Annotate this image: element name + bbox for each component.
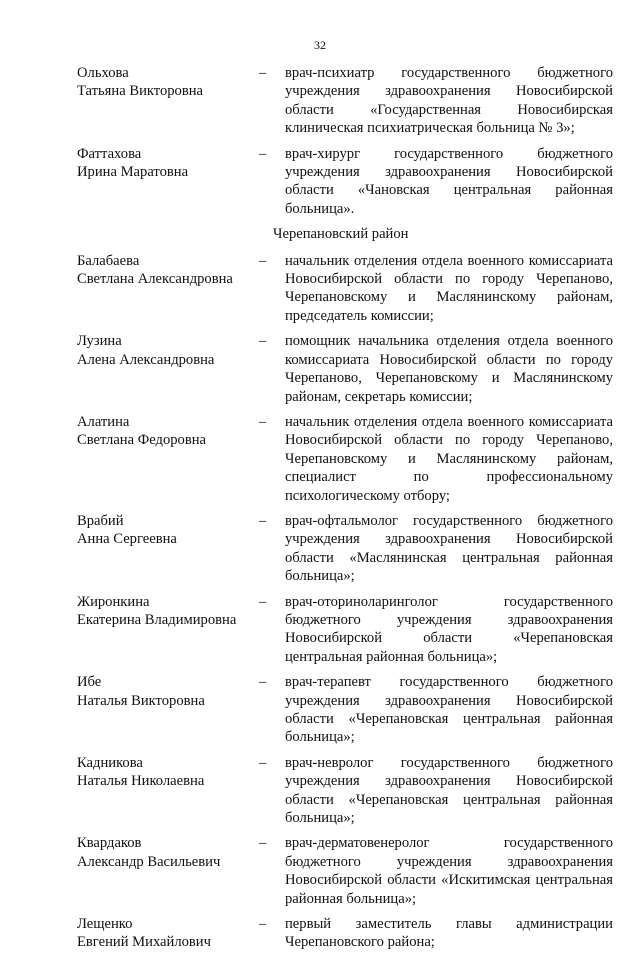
person-position: начальник отделения отдела военного комиссариата Новосибирской области по городу Черепаново, Черепановскому и Маслянинскому районам, специалист по профессиональному психологическому отбору; <box>285 413 613 504</box>
person-surname: Балабаева <box>77 252 140 269</box>
person-name <box>77 413 259 505</box>
person-surname: Алатина <box>77 413 130 430</box>
section-title: Черепановский район <box>273 226 409 243</box>
page-number: 32 <box>314 38 326 52</box>
person-name <box>77 252 259 326</box>
person-position: врач-дерматовенеролог государственного бюджетного учреждения здравоохранения Новосибирской области «Искитимская центральная районная больница»; <box>285 835 613 907</box>
dash-separator: – <box>259 413 267 430</box>
dash-separator: – <box>259 65 267 81</box>
document-body <box>77 64 613 959</box>
dash-separator: – <box>259 754 267 771</box>
person-position: врач-хирург государственного бюджетного учреждения здравоохранения Новосибирской области «Чановская центральная районная больница». <box>285 145 613 217</box>
person-given-names: Наталья Николаевна <box>77 773 205 790</box>
list-item <box>77 252 613 326</box>
person-position: врач-оториноларинголог государственного бюджетного учреждения здравоохранения Новосибирской области «Черепановская центральная районная больница»; <box>285 593 613 665</box>
person-position: первый заместитель главы администрации Черепановского района; <box>285 916 613 951</box>
person-given-names: Светлана Федоровна <box>77 432 207 449</box>
person-name <box>77 834 259 908</box>
dash-separator: – <box>259 674 267 691</box>
person-given-names: Наталья Викторовна <box>77 692 205 709</box>
dash-separator: – <box>259 593 267 610</box>
dash-separator: – <box>259 145 267 162</box>
person-name <box>77 593 259 667</box>
list-item <box>77 673 613 747</box>
person-surname: Лузина <box>77 333 122 350</box>
person-name <box>77 64 259 138</box>
person-position: помощник начальника отделения отдела военного комиссариата Новосибирской области по городу Черепаново, Черепановскому и Маслянинскому районам, секретарь комиссии; <box>285 333 613 405</box>
person-name <box>77 915 259 952</box>
list-item <box>77 413 613 505</box>
person-given-names: Светлана Александровна <box>77 271 233 288</box>
list-item <box>77 915 613 952</box>
dash-separator: – <box>259 835 267 852</box>
person-given-names: Анна Сергеевна <box>77 531 177 548</box>
person-given-names: Александр Васильевич <box>77 853 221 870</box>
person-surname: Лещенко <box>77 916 133 933</box>
list-item <box>77 754 613 828</box>
person-name <box>77 754 259 828</box>
person-name <box>77 145 259 219</box>
person-surname: Фаттахова <box>77 145 142 162</box>
list-item <box>77 145 613 219</box>
dash-separator: – <box>259 252 267 269</box>
person-position: начальник отделения отдела военного комиссариата Новосибирской области по городу Черепаново, Черепановскому и Маслянинскому районам, председатель комиссии; <box>285 252 613 324</box>
person-name <box>77 512 259 586</box>
person-given-names: Алена Александровна <box>77 351 215 368</box>
person-name <box>77 332 259 406</box>
dash-separator: – <box>259 916 267 933</box>
person-surname: Врабий <box>77 512 124 529</box>
list-item <box>77 834 613 908</box>
person-given-names: Татьяна Викторовна <box>77 83 204 100</box>
person-position: врач-психиатр государственного бюджетного учреждения здравоохранения Новосибирской области «Государственная Новосибирская клиническая психиатрическая больница № 3»; <box>285 65 613 137</box>
person-position: врач-офтальмолог государственного бюджетного учреждения здравоохранения Новосибирской области «Маслянинская центральная районная больница»; <box>285 512 613 585</box>
list-item <box>77 593 613 667</box>
list-item <box>77 512 613 586</box>
list-item <box>77 332 613 406</box>
person-surname: Ибе <box>77 674 102 691</box>
person-surname: Квардаков <box>77 835 142 852</box>
person-surname: Жиронкина <box>77 593 150 610</box>
person-position: врач-невролог государственного бюджетного учреждения здравоохранения Новосибирской области «Черепановская центральная районная больница»; <box>285 754 613 827</box>
dash-separator: – <box>259 333 267 350</box>
person-surname: Ольхова <box>77 65 129 81</box>
person-given-names: Евгений Михайлович <box>77 934 211 951</box>
dash-separator: – <box>259 512 267 529</box>
person-given-names: Ирина Маратовна <box>77 164 189 181</box>
person-position: врач-терапевт государственного бюджетного учреждения здравоохранения Новосибирской области «Черепановская центральная районная больница»; <box>285 674 613 746</box>
list-item <box>77 64 613 138</box>
person-name <box>77 673 259 747</box>
person-surname: Кадникова <box>77 754 143 771</box>
person-given-names: Екатерина Владимировна <box>77 611 237 628</box>
